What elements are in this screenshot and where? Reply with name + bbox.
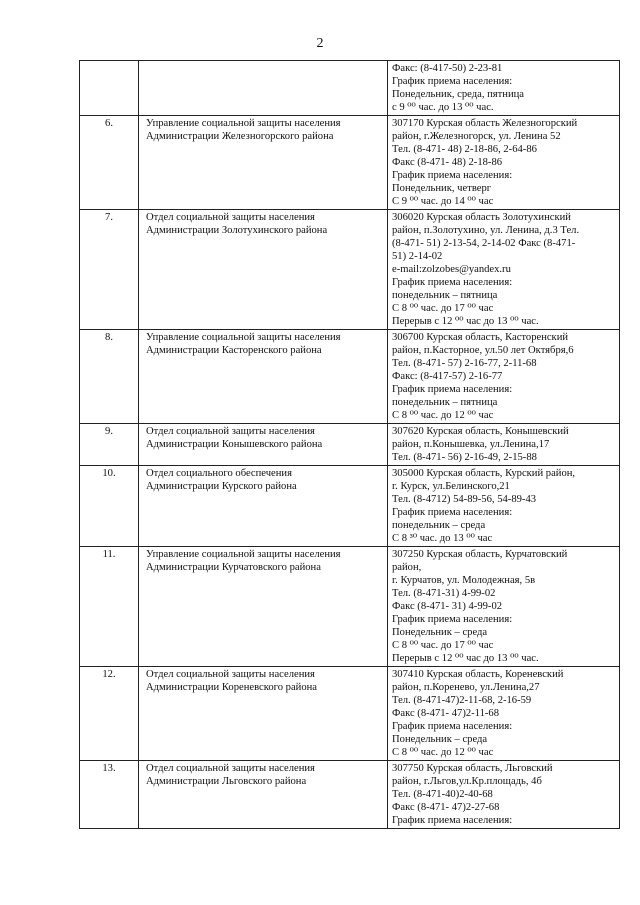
row-number: 8. <box>80 330 139 424</box>
table-row <box>80 61 620 116</box>
agency-name-line: Управление социальной защиты населения <box>146 118 341 129</box>
row-number <box>80 61 139 116</box>
contact-line: График приема населения: <box>392 614 513 625</box>
contact-line: 307750 Курская область, Льговский <box>392 763 553 774</box>
contact-line: Понедельник – среда <box>392 627 488 638</box>
table-row <box>80 330 620 424</box>
agency-name-line: Администрации Золотухинского района <box>146 225 328 236</box>
contact-line: С 8 ⁰⁰ час. до 12 ⁰⁰ час <box>392 747 494 758</box>
contact-line: 307170 Курская область Железногорский <box>392 118 578 129</box>
contact-line: График приема населения: <box>392 76 513 87</box>
row-number: 13. <box>80 761 139 829</box>
agency-name-line: Администрации Железногорского района <box>146 131 334 142</box>
contact-line: Понедельник, четверг <box>392 183 492 194</box>
contact-line: Тел. (8-471-31) 4-99-02 <box>392 588 496 599</box>
contact-line: Тел. (8-471-47)2-11-68, 2-16-59 <box>392 695 532 706</box>
contact-line: e-mail:zolzobes@yandex.ru <box>392 264 511 275</box>
agency-name-cell <box>139 210 388 330</box>
contact-line: График приема населения: <box>392 721 513 732</box>
contact-info-cell <box>388 424 620 466</box>
contact-line: Факс: (8-417-57) 2-16-77 <box>392 371 503 382</box>
contact-line: с 9 ⁰⁰ час. до 13 ⁰⁰ час. <box>392 102 494 113</box>
contact-line: г. Курск, ул.Белинского,21 <box>392 481 510 492</box>
contact-line: Перерыв с 12 ⁰⁰ час до 13 ⁰⁰ час. <box>392 653 539 664</box>
contact-line: 307250 Курская область, Курчатовский <box>392 549 568 560</box>
agency-name-cell <box>139 466 388 547</box>
contact-line: район, п.Золотухино, ул. Ленина, д.3 Тел. <box>392 225 580 236</box>
agency-name-cell <box>139 330 388 424</box>
agency-name-cell <box>139 761 388 829</box>
row-number: 12. <box>80 667 139 761</box>
contact-line: С 8 ⁰⁰ час. до 17 ⁰⁰ час <box>392 303 494 314</box>
contact-line: График приема населения: <box>392 815 513 826</box>
page-number: 2 <box>316 36 324 51</box>
agency-name-line: Отдел социальной защиты населения <box>146 212 315 223</box>
agency-name-cell <box>139 61 388 116</box>
agency-name-line: Отдел социальной защиты населения <box>146 763 315 774</box>
contact-line: Факс (8-471- 47)2-11-68 <box>392 708 499 719</box>
table-body <box>80 61 620 829</box>
contact-line: График приема населения: <box>392 277 513 288</box>
table-row <box>80 210 620 330</box>
agency-name-line: Отдел социальной защиты населения <box>146 669 315 680</box>
row-number: 10. <box>80 466 139 547</box>
agency-name-line: Администрации Льговского района <box>146 776 307 787</box>
contact-line: район, г.Льгов,ул.Кр.площадь, 4б <box>392 776 542 787</box>
contact-line: район, <box>392 562 422 573</box>
contact-line: Понедельник, среда, пятница <box>392 89 525 100</box>
contact-info-cell <box>388 547 620 667</box>
agency-table <box>79 60 620 829</box>
contact-line: понедельник – среда <box>392 520 486 531</box>
contact-info-cell <box>388 466 620 547</box>
contact-line: С 9 ⁰⁰ час. до 14 ⁰⁰ час <box>392 196 494 207</box>
contact-line: С 8 ⁰⁰ час. до 17 ⁰⁰ час <box>392 640 494 651</box>
contact-line: График приема населения: <box>392 170 513 181</box>
contact-line: Понедельник – среда <box>392 734 488 745</box>
contact-line: Тел. (8-471- 48) 2-18-86, 2-64-86 <box>392 144 537 155</box>
table-row <box>80 424 620 466</box>
contact-line: График приема населения: <box>392 384 513 395</box>
contact-line: понедельник – пятница <box>392 290 498 301</box>
contact-line: район, п.Коренево, ул.Ленина,27 <box>392 682 540 693</box>
agency-name-line: Отдел социальной защиты населения <box>146 426 315 437</box>
contact-line: Тел. (8-471- 57) 2-16-77, 2-11-68 <box>392 358 537 369</box>
agency-name-line: Администрации Конышевского района <box>146 439 323 450</box>
contact-line: понедельник – пятница <box>392 397 498 408</box>
contact-line: С 8 ³⁰ час. до 13 ⁰⁰ час <box>392 533 493 544</box>
agency-name-cell <box>139 116 388 210</box>
row-number: 7. <box>80 210 139 330</box>
contact-line: район, п.Касторное, ул.50 лет Октября,6 <box>392 345 574 356</box>
agency-name-line: Управление социальной защиты населения <box>146 332 341 343</box>
contact-info-cell <box>388 330 620 424</box>
contact-line: Факс (8-471- 47)2-27-68 <box>392 802 500 813</box>
contact-line: С 8 ⁰⁰ час. до 12 ⁰⁰ час <box>392 410 494 421</box>
contact-info-cell <box>388 210 620 330</box>
row-number: 9. <box>80 424 139 466</box>
contact-line: Тел. (8-4712) 54-89-56, 54-89-43 <box>392 494 537 505</box>
table-row <box>80 761 620 829</box>
contact-line: Факс: (8-417-50) 2-23-81 <box>392 63 503 74</box>
table-row <box>80 667 620 761</box>
agency-name-cell <box>139 424 388 466</box>
contact-line: (8-471- 51) 2-13-54, 2-14-02 Факс (8-471- <box>392 238 576 249</box>
contact-line: Тел. (8-471- 56) 2-16-49, 2-15-88 <box>392 452 537 463</box>
contact-line: 307410 Курская область, Кореневский <box>392 669 564 680</box>
contact-line: 305000 Курская область, Курский район, <box>392 468 576 479</box>
contact-line: График приема населения: <box>392 507 513 518</box>
agency-name-line: Администрации Кореневского района <box>146 682 317 693</box>
contact-line: Факс (8-471- 31) 4-99-02 <box>392 601 503 612</box>
contact-line: район, г.Железногорск, ул. Ленина 52 <box>392 131 561 142</box>
contact-line: район, п.Конышевка, ул.Ленина,17 <box>392 439 550 450</box>
agency-name-cell <box>139 547 388 667</box>
contact-info-cell <box>388 667 620 761</box>
agency-name-line: Администрации Курчатовского района <box>146 562 321 573</box>
agency-name-line: Отдел социального обеспечения <box>146 468 292 479</box>
contact-info-cell <box>388 61 620 116</box>
contact-line: 51) 2-14-02 <box>392 251 443 262</box>
contact-line: Перерыв с 12 ⁰⁰ час до 13 ⁰⁰ час. <box>392 316 539 327</box>
agency-name-line: Администрации Курского района <box>146 481 297 492</box>
agency-name-line: Управление социальной защиты населения <box>146 549 341 560</box>
contact-line: Факс (8-471- 48) 2-18-86 <box>392 157 503 168</box>
contact-line: 306700 Курская область, Касторенский <box>392 332 569 343</box>
contact-line: 306020 Курская область Золотухинский <box>392 212 571 223</box>
contact-line: г. Курчатов, ул. Молодежная, 5в <box>392 575 536 586</box>
row-number: 11. <box>80 547 139 667</box>
contact-line: 307620 Курская область, Конышевский <box>392 426 569 437</box>
agency-name-line: Администрации Касторенского района <box>146 345 322 356</box>
contact-info-cell <box>388 761 620 829</box>
agency-name-cell <box>139 667 388 761</box>
contact-info-cell <box>388 116 620 210</box>
row-number: 6. <box>80 116 139 210</box>
table-row <box>80 466 620 547</box>
table-row <box>80 547 620 667</box>
contact-line: Тел. (8-471-40)2-40-68 <box>392 789 493 800</box>
table-row <box>80 116 620 210</box>
